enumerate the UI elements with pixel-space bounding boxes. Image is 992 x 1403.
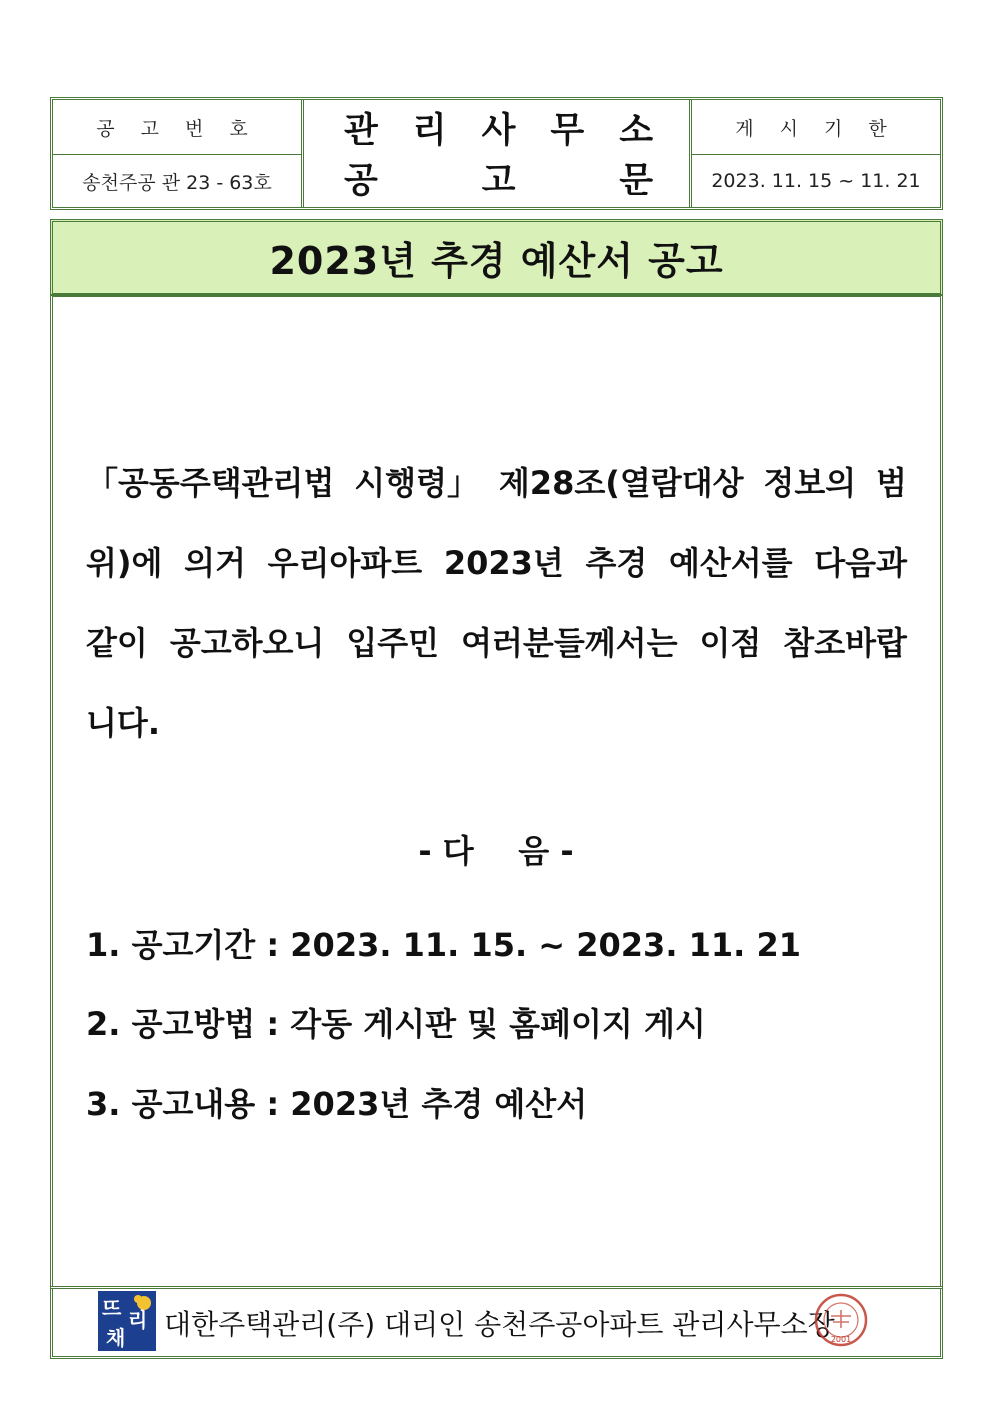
word: 같이 [86, 624, 148, 662]
word: 정보의 [763, 464, 857, 502]
paragraph-line [86, 459, 907, 503]
title-banner [50, 219, 943, 296]
notice-word-char: 문 [619, 161, 653, 201]
office-title-char: 리 [412, 111, 447, 151]
word: 범 [876, 464, 907, 502]
notice-body [50, 294, 943, 1289]
office-title-char: 관 [344, 111, 378, 151]
word: 참조바랍 [783, 624, 907, 662]
word: 제28조(열람대상 [498, 464, 744, 502]
notice-item-method: 2. 공고방법 : 각동 게시판 및 홈페이지 게시 [86, 1005, 706, 1043]
logo-char: 뜨 [102, 1296, 122, 1320]
word: 다음과 [814, 544, 907, 582]
office-notice-title [304, 100, 689, 207]
word: 여러분들께서는 [461, 624, 678, 662]
paragraph-line [86, 539, 907, 583]
document-title: 2023년 추경 예산서 공고 [269, 239, 724, 283]
word: 2023년 [443, 544, 564, 582]
word: 위)에 [86, 544, 163, 582]
word: 추경 [585, 544, 648, 582]
paragraph-line [86, 619, 907, 663]
daum-heading: - 다 음 - [418, 832, 574, 870]
office-title-row [304, 102, 689, 154]
logo-char: 채 [106, 1326, 126, 1350]
office-title-char: 소 [619, 111, 653, 151]
word: 니다. [86, 704, 160, 742]
word: 예산서를 [668, 544, 793, 582]
notice-word-char: 공 [344, 161, 378, 201]
office-title-char: 무 [550, 111, 585, 151]
logo-char: 리 [128, 1308, 148, 1332]
notice-word-row [304, 152, 689, 204]
stamp-text: 2001 [830, 1335, 852, 1344]
posting-period-label: 게 시 기 한 [735, 117, 897, 140]
notice-number-value: 송천주공 관 23 - 63호 [82, 171, 272, 194]
posting-period-value: 2023. 11. 15 ~ 11. 21 [711, 170, 921, 192]
word: 공고하오니 [169, 624, 325, 662]
word: 입주민 [346, 624, 440, 662]
official-seal-stamp [813, 1292, 869, 1348]
notice-number-label: 공 고 번 호 [96, 117, 258, 140]
notice-header-table [50, 97, 943, 210]
office-title-char: 사 [481, 111, 516, 151]
paragraph-line [86, 699, 907, 743]
ttrichae-logo [98, 1291, 156, 1351]
word: 이점 [699, 624, 762, 662]
notice-word-char: 고 [481, 161, 516, 201]
word: 「공동주택관리법 [86, 464, 335, 502]
word: 우리아파트 [267, 544, 423, 582]
notice-item-period: 1. 공고기간 : 2023. 11. 15. ~ 2023. 11. 21 [86, 926, 801, 964]
word: 의거 [184, 544, 246, 582]
notice-item-content: 3. 공고내용 : 2023년 추경 예산서 [86, 1085, 588, 1123]
footer-signature-text: 대한주택관리(주) 대리인 송천주공아파트 관리사무소장 [164, 1308, 835, 1341]
word: 시행령」 [354, 464, 480, 502]
